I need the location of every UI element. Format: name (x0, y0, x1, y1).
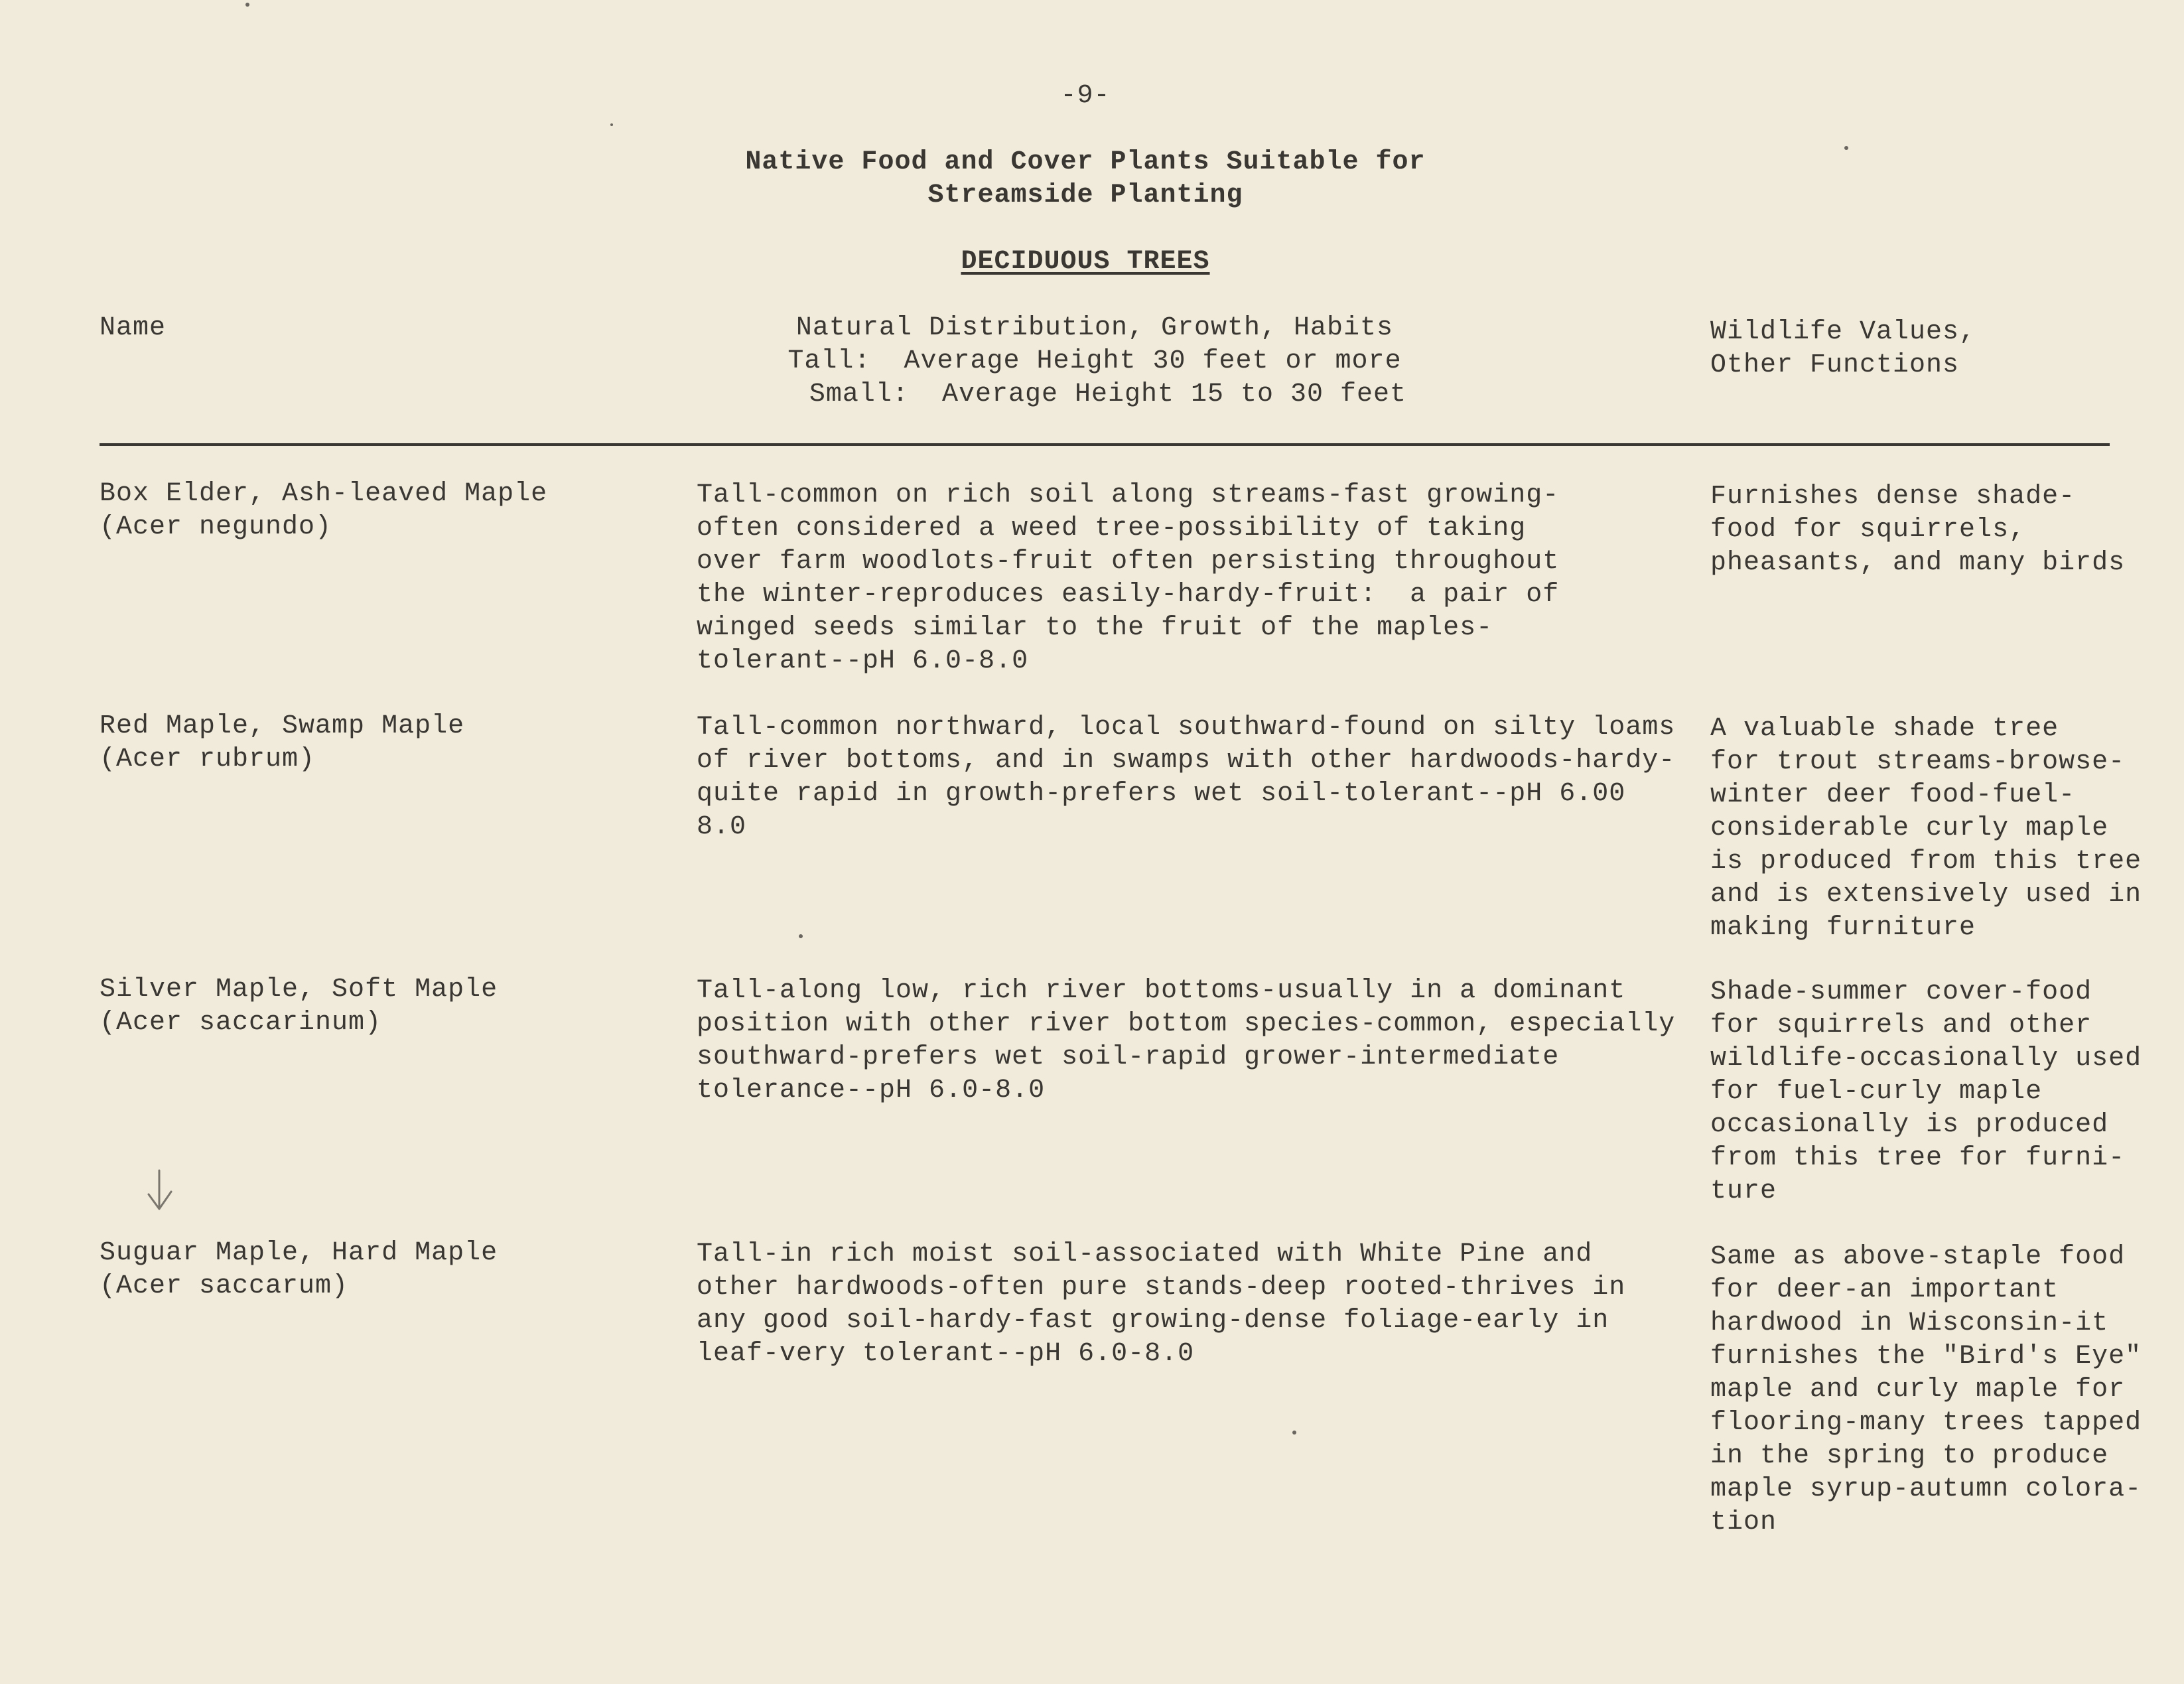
row-name-scientific: (Acer saccarinum) (100, 1008, 382, 1038)
row-values-line: considerable curly maple (1710, 813, 2109, 843)
section-heading: DECIDUOUS TREES (961, 247, 1210, 277)
row-distribution-line: Tall-common on rich soil along streams-fast growing- (697, 480, 1560, 510)
paper-speck (1292, 1431, 1296, 1435)
paper-speck (799, 934, 803, 938)
row-distribution-line: the winter-reproduces easily-hardy-fruit: a pair of (697, 580, 1560, 610)
row-distribution-line: Tall-along low, rich river bottoms-usually in a dominant (697, 976, 1626, 1006)
row-distribution-line: quite rapid in growth-prefers wet soil-tolerant--pH 6.00 (697, 779, 1626, 809)
row-distribution-line: leaf-very tolerant--pH 6.0-8.0 (697, 1339, 1195, 1369)
row-values-line: tion (1710, 1508, 1777, 1537)
header-values-line-2: Other Functions (1710, 350, 1960, 380)
row-values-line: for squirrels and other (1710, 1011, 2092, 1040)
title-line-1: Native Food and Cover Plants Suitable for (745, 147, 1426, 177)
header-name: Name (100, 313, 167, 343)
row-values-line: Shade-summer cover-food (1710, 977, 2092, 1007)
row-values-line: Same as above-staple food (1710, 1242, 2126, 1272)
header-divider (100, 443, 2110, 446)
paper-speck (245, 3, 249, 7)
row-values-line: winter deer food-fuel- (1710, 780, 2076, 810)
row-values-line: Furnishes dense shade- (1710, 482, 2076, 512)
row-values-line: occasionally is produced (1710, 1110, 2109, 1140)
row-values-line: A valuable shade tree (1710, 714, 2059, 744)
row-distribution-line: other hardwoods-often pure stands-deep rooted-thrives in (697, 1273, 1626, 1302)
row-values-line: pheasants, and many birds (1710, 548, 2126, 578)
row-values-line: is produced from this tree (1710, 847, 2142, 877)
row-values-line: flooring-many trees tapped (1710, 1408, 2142, 1438)
header-values-line-1: Wildlife Values, (1710, 317, 1976, 347)
row-values-line: maple syrup-autumn colora- (1710, 1474, 2142, 1504)
row-distribution-line: 8.0 (697, 812, 747, 842)
header-distribution-line-1: Natural Distribution, Growth, Habits (795, 313, 1394, 343)
row-values-line: furnishes the "Bird's Eye" (1710, 1342, 2142, 1371)
row-distribution-line: tolerant--pH 6.0-8.0 (697, 646, 1029, 676)
row-name-scientific: (Acer rubrum) (100, 744, 316, 774)
row-distribution-line: of river bottoms, and in swamps with other hardwoods-hardy- (697, 746, 1676, 776)
row-values-line: hardwood in Wisconsin-it (1710, 1308, 2109, 1338)
row-distribution-line: winged seeds similar to the fruit of the maples- (697, 613, 1493, 643)
row-distribution-line: Tall-common northward, local southward-found on silty loams (697, 713, 1676, 742)
row-name-common: Silver Maple, Soft Maple (100, 975, 498, 1005)
row-distribution-line: Tall-in rich moist soil-associated with White Pine and (697, 1239, 1593, 1269)
row-name-common: Red Maple, Swamp Maple (100, 711, 465, 741)
row-values-line: and is extensively used in (1710, 880, 2142, 910)
row-values-line: making furniture (1710, 913, 1976, 943)
row-values-line: ture (1710, 1176, 1777, 1206)
row-distribution-line: any good soil-hardy-fast growing-dense foliage-early in (697, 1306, 1609, 1336)
paper-speck (1844, 146, 1848, 150)
row-values-line: in the spring to produce (1710, 1441, 2109, 1471)
title-line-2: Streamside Planting (927, 180, 1243, 210)
row-distribution-line: tolerance--pH 6.0-8.0 (697, 1076, 1046, 1105)
header-distribution-line-2: Tall: Average Height 30 feet or more (787, 346, 1402, 376)
row-name-common: Suguar Maple, Hard Maple (100, 1238, 498, 1268)
row-values-line: for fuel-curly maple (1710, 1077, 2043, 1107)
row-distribution-line: position with other river bottom species-common, especially (697, 1009, 1676, 1039)
row-values-line: maple and curly maple for (1710, 1375, 2126, 1405)
paper-speck (610, 123, 613, 126)
row-distribution-line: over farm woodlots-fruit often persisting throughout (697, 547, 1560, 577)
row-values-line: from this tree for furni- (1710, 1143, 2126, 1173)
row-values-line: for trout streams-browse- (1710, 747, 2126, 777)
row-values-line: food for squirrels, (1710, 515, 2026, 545)
row-distribution-line: southward-prefers wet soil-rapid grower-intermediate (697, 1042, 1560, 1072)
row-values-line: wildlife-occasionally used (1710, 1044, 2142, 1074)
page-number: -9- (1060, 81, 1111, 111)
row-values-line: for deer-an important (1710, 1275, 2059, 1305)
header-distribution-line-3: Small: Average Height 15 to 30 feet (809, 380, 1407, 409)
pencil-arrow-mark (139, 1168, 179, 1221)
row-name-scientific: (Acer negundo) (100, 512, 332, 542)
row-name-common: Box Elder, Ash-leaved Maple (100, 479, 548, 509)
row-name-scientific: (Acer saccarum) (100, 1271, 349, 1301)
row-distribution-line: often considered a weed tree-possibility of taking (697, 514, 1527, 543)
